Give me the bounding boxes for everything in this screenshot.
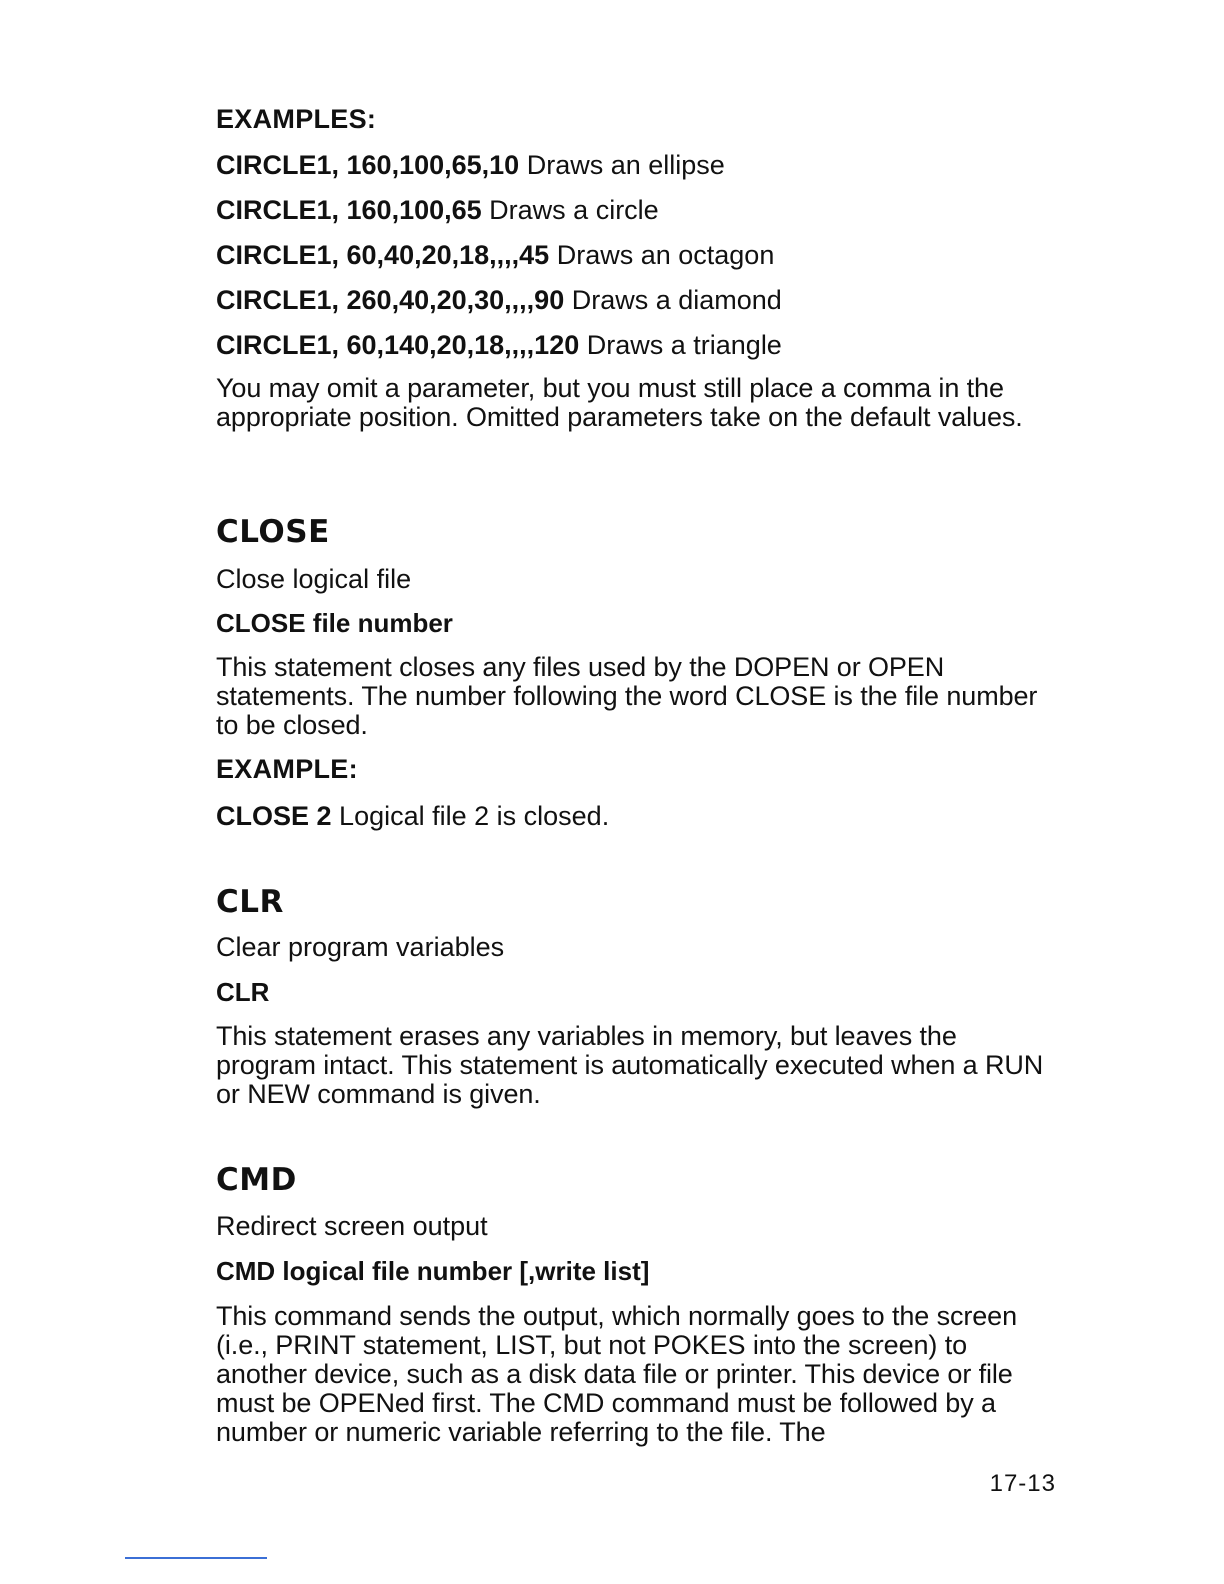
example-desc: Draws a circle [489, 195, 659, 225]
close-description: This statement closes any files used by the DOPEN or OPEN statements. The number following the word CLOSE is the file number to be closed. [216, 652, 1038, 740]
example-code: CIRCLE1, 60,40,20,18,,,,45 [216, 240, 550, 270]
clr-description: This statement erases any variables in memory, but leaves the program intact. This statement is automatically executed when a RUN or NEW command is given. [216, 1021, 1044, 1109]
close-example-label: EXAMPLE: [216, 754, 358, 784]
footer-rule [125, 1557, 267, 1559]
close-example-desc: Logical file 2 is closed. [339, 801, 610, 831]
example-desc: Draws an ellipse [526, 150, 725, 180]
close-syntax: CLOSE file number [216, 608, 453, 638]
example-code: CIRCLE1, 160,100,65 [216, 195, 482, 225]
example-line [216, 238, 1056, 272]
example-code: CIRCLE1, 60,140,20,18,,,,120 [216, 330, 580, 360]
clr-section-title: CLR [216, 884, 284, 920]
example-code: CIRCLE1, 260,40,20,30,,,,90 [216, 285, 565, 315]
close-example-line [216, 799, 1056, 833]
example-line [216, 193, 1056, 227]
clr-syntax: CLR [216, 977, 270, 1007]
cmd-description: This command sends the output, which normally goes to the screen (i.e., PRINT statement, LIST, but not POKES into the screen) to another device, such as a disk data file or printer. This device or file must be OPENed first. The CMD command must be followed by a number or numeric variable referring to the file. The [216, 1301, 1018, 1447]
example-desc: Draws an octagon [556, 240, 775, 270]
example-desc: Draws a diamond [571, 285, 782, 315]
example-line [216, 283, 1056, 317]
page-number: 17-13 [989, 1470, 1056, 1497]
close-section-title: CLOSE [216, 514, 330, 550]
example-desc: Draws a triangle [586, 330, 782, 360]
omit-parameter-note: You may omit a parameter, but you must still place a comma in the appropriate position. Omitted parameters take on the default values. [216, 373, 1023, 432]
examples-label: EXAMPLES: [216, 104, 377, 134]
close-example-code: CLOSE 2 [216, 801, 332, 831]
document-page [216, 0, 1056, 1584]
close-summary: Close logical file [216, 564, 412, 594]
clr-summary: Clear program variables [216, 932, 505, 962]
example-code: CIRCLE1, 160,100,65,10 [216, 150, 520, 180]
cmd-summary: Redirect screen output [216, 1211, 488, 1241]
cmd-syntax: CMD logical file number [,write list] [216, 1256, 650, 1286]
example-line [216, 148, 1056, 182]
cmd-section-title: CMD [216, 1162, 297, 1198]
example-line [216, 328, 1056, 362]
